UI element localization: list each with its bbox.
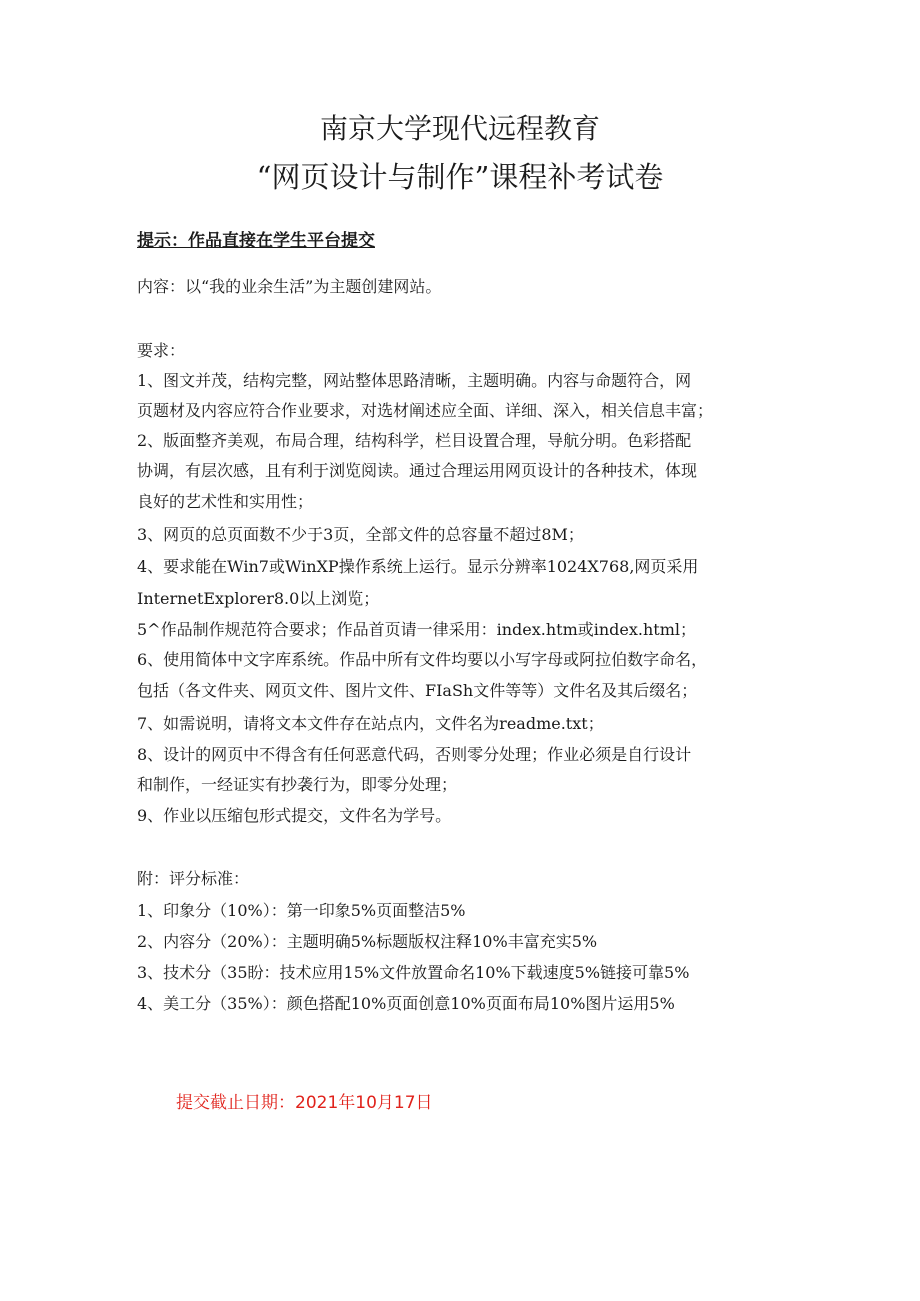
requirements-heading: 要求： <box>137 341 186 360</box>
requirement-line: 8、设计的网页中不得含有任何恶意代码，否则零分处理；作业必须是自行设计 <box>137 745 692 764</box>
requirement-line: 7、如需说明，请将文本文件存在站点内，文件名为readme.txt； <box>137 714 604 733</box>
content-line: 内容：以“我的业余生活”为主题创建网站。 <box>137 277 442 296</box>
requirement-line: 2、版面整齐美观，布局合理，结构科学，栏目设置合理，导航分明。色彩搭配 <box>137 431 692 450</box>
grading-line: 2、内容分（20%）：主题明确5%标题版权注释10%丰富充实5% <box>137 932 598 951</box>
requirement-line: 5^作品制作规范符合要求；作品首页请一律采用：index.htm或index.html； <box>137 620 697 639</box>
requirement-line: 9、作业以压缩包形式提交，文件名为学号。 <box>137 806 452 825</box>
grading-heading: 附：评分标准： <box>137 869 250 888</box>
requirement-line: 1、图文并茂，结构完整，网站整体思路清晰，主题明确。内容与命题符合，网 <box>137 371 692 390</box>
submission-deadline: 提交截止日期：2021年10月17日 <box>176 1093 433 1113</box>
submission-hint: 提示：作品直接在学生平台提交 <box>137 231 375 251</box>
grading-line: 1、印象分（10%）：第一印象5%页面整洁5% <box>137 901 466 920</box>
page-subtitle: “网页设计与制作”课程补考试卷 <box>256 160 664 194</box>
requirement-line: 包括（各文件夹、网页文件、图片文件、FIaSh文件等等）文件名及其后缀名； <box>137 681 698 700</box>
requirement-line: 6、使用简体中文字库系统。作品中所有文件均要以小写字母或阿拉伯数字命名， <box>137 650 708 669</box>
requirement-line: 协调，有层次感，且有利于浏览阅读。通过合理运用网页设计的各种技术，体现 <box>137 461 698 480</box>
grading-line: 4、美工分（35%）：颜色搭配10%页面创意10%页面布局10%图片运用5% <box>137 994 675 1013</box>
grading-line: 3、技术分（35盼：技术应用15%文件放置命名10%下载速度5%链接可靠5% <box>137 963 690 982</box>
requirement-line: 4、要求能在Win7或WinXP操作系统上运行。显示分辨率1024X768,网页采用 <box>137 557 699 576</box>
requirement-line: 3、网页的总页面数不少于3页，全部文件的总容量不超过8M； <box>137 525 584 544</box>
requirement-line: InternetExplorer8.0以上浏览； <box>137 589 380 608</box>
page-title: 南京大学现代远程教育 <box>319 112 600 145</box>
requirement-line: 和制作，一经证实有抄袭行为，即零分处理； <box>137 775 458 794</box>
requirement-line: 页题材及内容应符合作业要求，对选材阐述应全面、详细、深入，相关信息丰富； <box>137 401 714 420</box>
requirement-line: 良好的艺术性和实用性； <box>137 492 314 511</box>
